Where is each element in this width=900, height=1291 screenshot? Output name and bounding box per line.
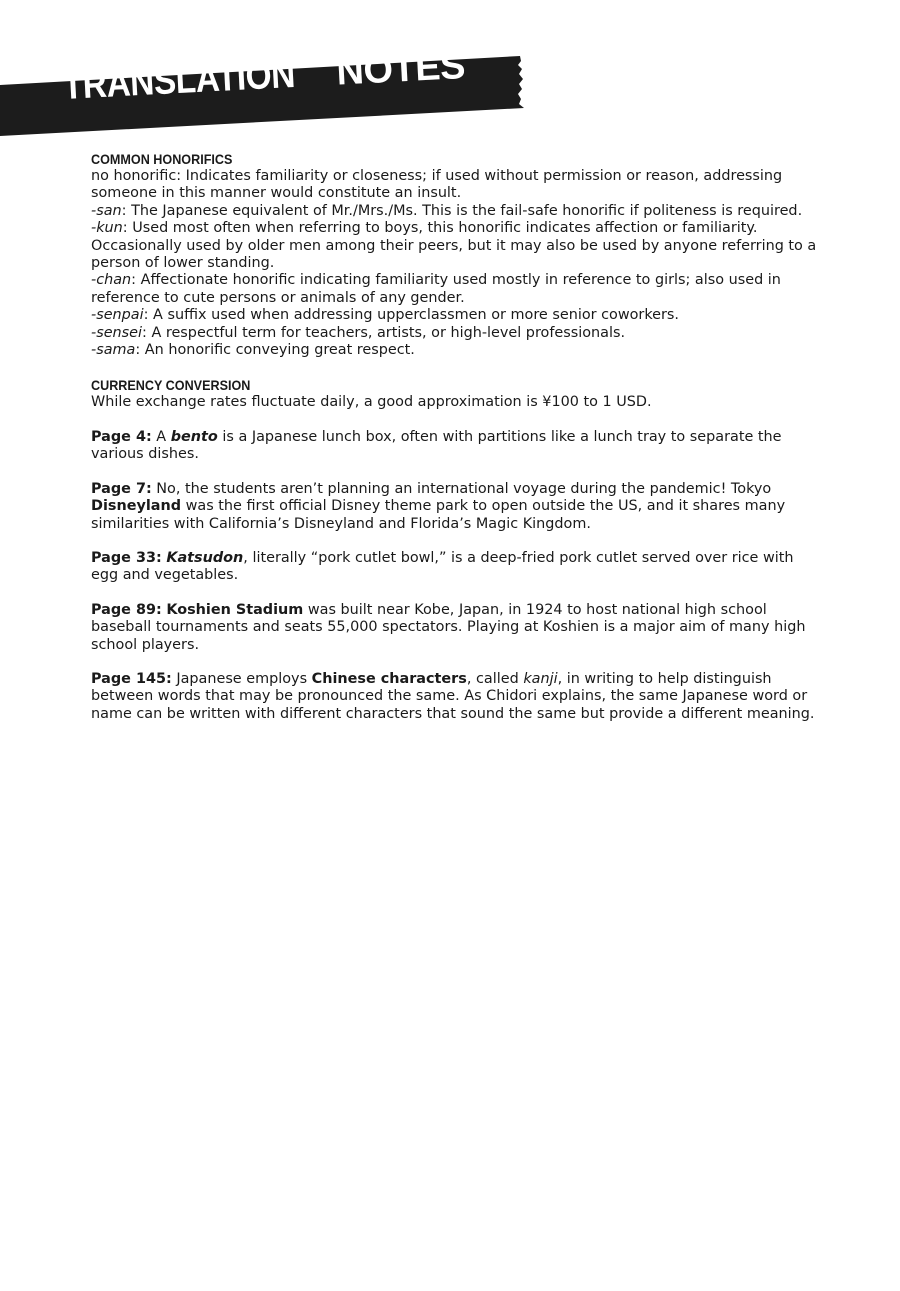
title-word-notes: NOTES	[335, 44, 466, 94]
note-term: Disneyland	[91, 498, 182, 515]
note-text: was built near Kobe, Japan, in 1924 to host national high school baseball tournaments and seats 55,000 spectators. Playing at Koshien is a major aim of many high school players.	[91, 601, 806, 653]
note-page-145	[91, 671, 821, 723]
honorific-item	[91, 307, 821, 324]
note-page-33	[91, 550, 821, 585]
note-label: Page 33:	[91, 549, 162, 566]
honorific-desc: : An honorific conveying great respect.	[135, 342, 415, 359]
honorifics-heading: COMMON HONORIFICS	[91, 151, 233, 167]
honorific-item	[91, 168, 821, 203]
note-term: Katsudon	[166, 549, 244, 566]
honorific-item	[91, 342, 821, 359]
note-label: Page 7:	[91, 480, 152, 497]
note-label: Page 4:	[91, 428, 152, 445]
honorific-desc: : A respectful term for teachers, artists, or high-level professionals.	[142, 324, 626, 341]
title-word-translation: TRANSLATION	[61, 53, 296, 109]
honorific-term: -chan	[91, 272, 132, 289]
note-page-4	[91, 429, 821, 464]
note-text: Japanese employs	[171, 670, 312, 687]
honorific-term: -senpai	[91, 307, 144, 324]
note-text: , in writing to help distinguish between words that may be pronounced the same. As Chidori explains, the same Japanese word or name can be written with different characters that sound the same but provide a different meaning.	[91, 670, 815, 722]
note-term: Chinese characters	[311, 670, 467, 687]
note-term: bento	[170, 428, 218, 445]
honorific-term: no honorific	[91, 168, 177, 184]
note-page-89	[91, 602, 821, 654]
honorific-term: -sensei	[91, 324, 143, 341]
honorific-item	[91, 272, 821, 307]
note-term: Koshien Stadium	[166, 601, 304, 618]
note-text: is a Japanese lunch box, often with partitions like a lunch tray to separate the various dishes.	[91, 428, 782, 463]
note-text: was the first official Disney theme park to open outside the US, and it shares many similarities with California’s Disneyland and Florida’s Magic Kingdom.	[91, 498, 786, 532]
honorific-desc: : A suffix used when addressing upperclassmen or more senior coworkers.	[143, 307, 679, 324]
honorific-term: -san	[91, 202, 122, 219]
note-page-7	[91, 481, 821, 533]
honorific-desc: : Affectionate honorific indicating familiarity used mostly in reference to girls; also used in reference to cute persons or animals of any gender.	[91, 272, 781, 306]
currency-text: While exchange rates fluctuate daily, a good approximation is ¥100 to 1 USD.	[91, 394, 652, 411]
note-text: , called	[466, 670, 524, 687]
honorific-term: -sama	[91, 342, 136, 359]
honorific-item	[91, 220, 821, 272]
note-label: Page 89:	[91, 601, 162, 618]
honorific-term: -kun	[91, 220, 123, 237]
honorific-item	[91, 325, 821, 342]
note-term: kanji	[523, 670, 558, 687]
currency-heading: CURRENCY CONVERSION	[91, 377, 251, 394]
note-text: No, the students aren’t planning an international voyage during the pandemic! Tokyo	[151, 480, 772, 497]
note-text: A	[151, 428, 171, 445]
notes-content	[91, 150, 821, 740]
note-text: , literally “pork cutlet bowl,” is a deep-fried pork cutlet served over rice with egg and vegetables.	[91, 549, 794, 584]
currency-section	[91, 376, 821, 411]
honorific-desc: : The Japanese equivalent of Mr./Mrs./Ms. This is the fail-safe honorific if politeness is required.	[121, 202, 803, 219]
honorific-desc: : Indicates familiarity or closeness; if used without permission or reason, addressing someone in this manner would constitute an insult.	[91, 168, 783, 202]
honorific-item	[91, 203, 821, 220]
honorifics-section	[91, 150, 821, 359]
note-label: Page 145:	[91, 670, 172, 687]
honorific-desc: : Used most often when referring to boys, this honorific indicates affection or familiarity. Occasionally used by older men among their peers, but it may also be used by anyone referring to a person of lower standing.	[91, 220, 817, 272]
